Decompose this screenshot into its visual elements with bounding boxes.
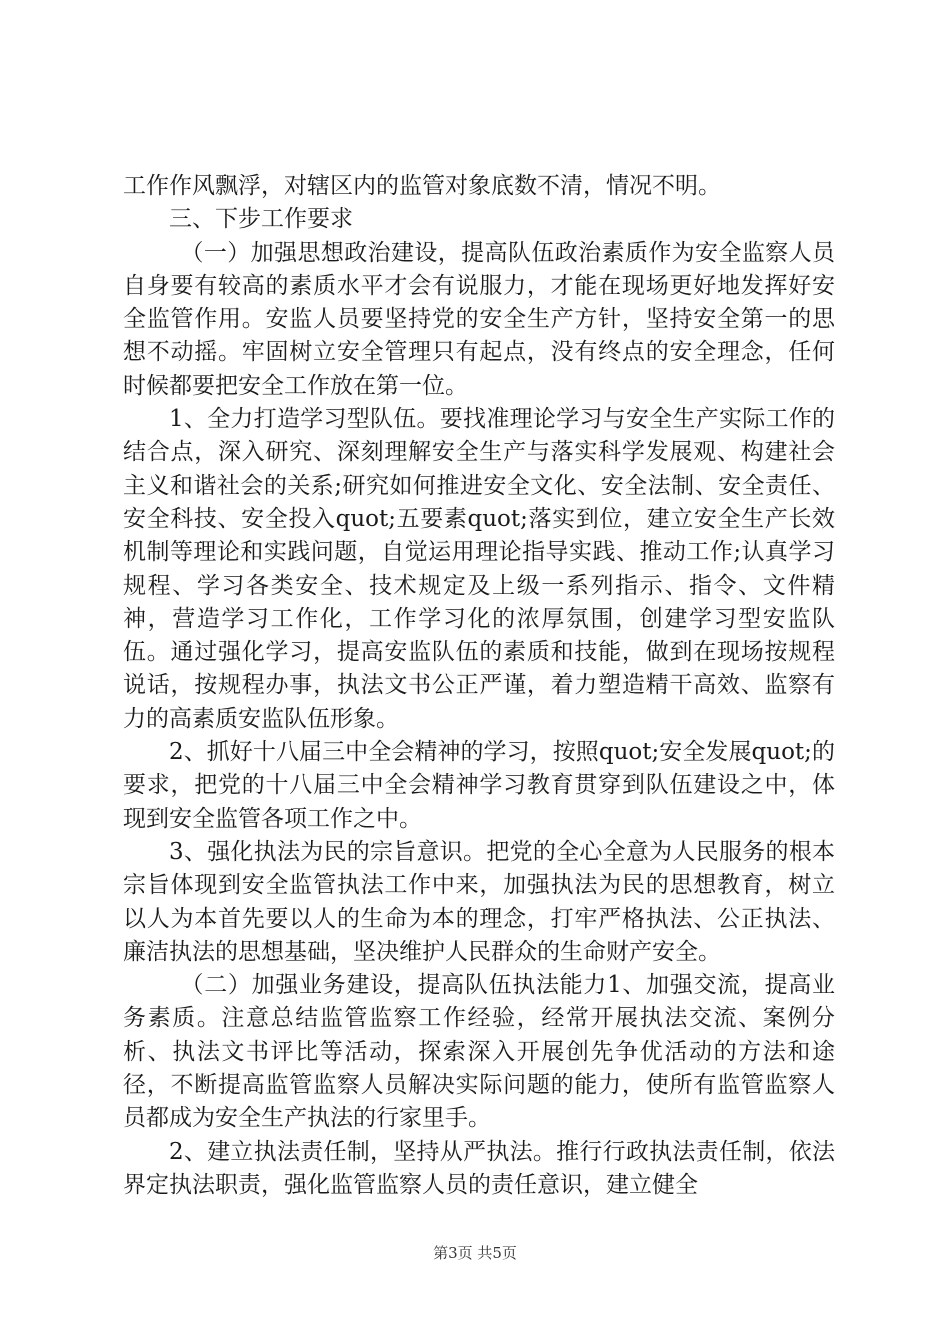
paragraph-continuation: 工作作风飘浮，对辖区内的监管对象底数不清，情况不明。	[123, 173, 721, 199]
paragraph-subsection-1: （一）加强思想政治建设，提高队伍政治素质作为安全监察人员自身要有较高的素质水平才会有说服力，才能在现场更好地发挥好安全监管作用。安监人员要坚持党的安全生产方针，坚持安全第一的思想不动摇。牢固树立安全管理只有起点，没有终点的安全理念，任何时候都要把安全工作放在第一位。	[123, 239, 835, 399]
paragraph-item-1: 1、全力打造学习型队伍。要找准理论学习与安全生产实际工作的结合点，深入研究、深刻理解安全生产与落实科学发展观、构建社会主义和谐社会的关系;研究如何推进安全文化、安全法制、安全责任、安全科技、安全投入quot;五要素quot;落实到位，建立安全生产长效机制等理论和实践问题，自觉运用理论指导实践、推动工作;认真学习规程、学习各类安全、技术规定及上级一系列指示、指令、文件精神，营造学习工作化，工作学习化的浓厚氛围，创建学习型安监队伍。通过强化学习，提高安监队伍的素质和技能，做到在现场按规程说话，按规程办事，执法文书公正严谨，着力塑造精干高效、监察有力的高素质安监队伍形象。	[123, 406, 835, 732]
paragraph-item-2: 2、抓好十八届三中全会精神的学习，按照quot;安全发展quot;的要求，把党的十八届三中全会精神学习教育贯穿到队伍建设之中，体现到安全监管各项工作之中。	[123, 739, 835, 832]
document-body	[123, 170, 835, 1202]
section-heading: 三、下步工作要求	[169, 206, 353, 233]
paragraph-item-2b: 2、建立执法责任制，坚持从严执法。推行行政执法责任制，依法界定执法职责，强化监管监察人员的责任意识，建立健全	[123, 1138, 835, 1198]
page-number-footer: 第3页 共5页	[433, 1244, 517, 1262]
paragraph-item-3: 3、强化执法为民的宗旨意识。把党的全心全意为人民服务的根本宗旨体现到安全监管执法工作中来，加强执法为民的思想教育，树立以人为本首先要以人的生命为本的理念，打牢严格执法、公正执法、廉洁执法的思想基础，坚决维护人民群众的生命财产安全。	[123, 838, 835, 965]
paragraph-subsection-2: （二）加强业务建设，提高队伍执法能力1、加强交流，提高业务素质。注意总结监管监察工作经验，经常开展执法交流、案例分析、执法文书评比等活动，探索深入开展创先争优活动的方法和途径，不断提高监管监察人员解决实际问题的能力，使所有监管监察人员都成为安全生产执法的行家里手。	[123, 972, 835, 1132]
